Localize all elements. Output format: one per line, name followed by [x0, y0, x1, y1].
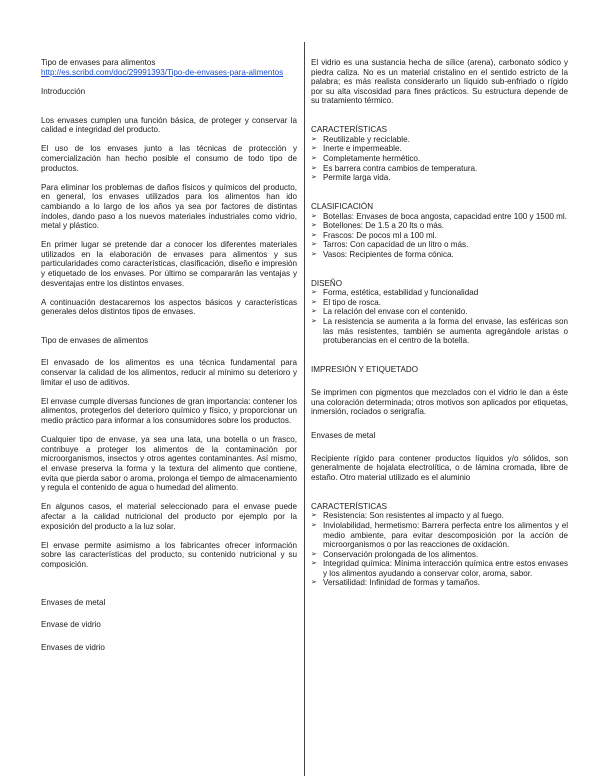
bullet-text: Vasos: Recipientes de forma cónica. — [323, 249, 454, 259]
section-heading: Envases de metal — [41, 598, 106, 608]
arrow-bullet-icon: ➢ — [311, 231, 317, 239]
bullet-text: Versatilidad: Infinidad de formas y tamaños. — [323, 578, 481, 588]
bullet-text: Conservación prolongada de los alimentos. — [323, 549, 479, 559]
bullet-text: Forma, estética, estabilidad y funcionalidad — [323, 288, 479, 298]
section-heading: Tipo de envases de alimentos — [41, 336, 149, 346]
bullet-list — [311, 135, 568, 183]
section-heading: DISEÑO — [311, 278, 343, 288]
bullet-list — [311, 288, 568, 346]
arrow-bullet-icon: ➢ — [311, 145, 317, 153]
bullet-text: La resistencia se aumenta a la forma del envase, las esféricas son las más resistentes, también se aumenta agregándole aristas o protuberancias en el centro de la botella. — [323, 317, 568, 346]
bullet-item — [311, 559, 568, 578]
bullet-item — [311, 511, 568, 521]
arrow-bullet-icon: ➢ — [311, 550, 317, 558]
bullet-item — [311, 250, 568, 260]
bullet-item — [311, 164, 568, 174]
paragraph: Recipiente rígido para contener productos líquidos y/o sólidos, son generalmente de hojalata electrolítica, o de lámina cromada, libre de estaño. Otro material utilizado es el aluminio — [311, 453, 568, 482]
section-heading: Envase de vidrio — [41, 620, 101, 630]
paragraph: Los envases cumplen una función básica, de proteger y conservar la calidad e integridad del producto. — [41, 115, 297, 135]
paragraph: Para eliminar los problemas de daños físicos y químicos del producto, en general, los envases utilizados para los alimentos han ido cambiando a lo largo de los años ya sea por factores de distintas índoles, dando paso a los nuevos materiales industriales como vidrio, metal y plástico. — [41, 182, 297, 231]
bullet-text: Inerte e impermeable. — [323, 144, 402, 154]
bullet-item — [311, 521, 568, 550]
bullet-item — [311, 578, 568, 588]
bullet-text: Tarros: Con capacidad de un litro o más. — [323, 240, 469, 250]
bullet-text: Integridad química: Mínima interacción química entre estos envases y los alimentos ayudando a conservar color, aroma, sabor. — [323, 559, 568, 578]
arrow-bullet-icon: ➢ — [311, 241, 317, 249]
bullet-item — [311, 144, 568, 154]
left-column — [41, 58, 297, 662]
bullet-text: Frascos: De pocos ml a 100 ml. — [323, 230, 437, 240]
arrow-bullet-icon: ➢ — [311, 174, 317, 182]
bullet-item — [311, 240, 568, 250]
arrow-bullet-icon: ➢ — [311, 212, 317, 220]
arrow-bullet-icon: ➢ — [311, 318, 317, 326]
arrow-bullet-icon: ➢ — [311, 164, 317, 172]
right-column — [311, 58, 568, 598]
column-divider — [304, 42, 305, 776]
paragraph: El envase permite asimismo a los fabricantes ofrecer información sobre las características del producto, su contenido nutricional y su composición. — [41, 540, 297, 569]
arrow-bullet-icon: ➢ — [311, 521, 317, 529]
bullet-text: Completamente hermético. — [323, 153, 421, 163]
section-heading: CARACTERÍSTICAS — [311, 125, 388, 135]
arrow-bullet-icon: ➢ — [311, 135, 317, 143]
section-heading: CLASIFICACIÓN — [311, 201, 374, 211]
bullet-item — [311, 135, 568, 145]
bullet-text: Inviolabilidad, hermetismo: Barrera perfecta entre los alimentos y el medio ambiente, para evitar descomposición por la acción de microorganismos o por las reacciones de oxidación. — [323, 520, 568, 550]
bullet-text: Es barrera contra cambios de temperatura. — [323, 163, 478, 173]
paragraph: El envasado de los alimentos es una técnica fundamental para conservar la calidad de los alimentos, reducir al mínimo su deterioro y limitar el uso de aditivos. — [41, 358, 297, 387]
bullet-text: La relación del envase con el contenido. — [323, 307, 468, 317]
bullet-text: Resistencia: Son resistentes al impacto y al fuego. — [323, 511, 504, 521]
bullet-item — [311, 307, 568, 317]
bullet-item — [311, 154, 568, 164]
arrow-bullet-icon: ➢ — [311, 250, 317, 258]
paragraph: Se imprimen con pigmentos que mezclados con el vidrio le dan a éste una coloración determinada; otros motivos son aplicados por etiquetas, inmersión, rociados o serigrafía. — [311, 388, 568, 417]
arrow-bullet-icon: ➢ — [311, 289, 317, 297]
bullet-text: Botellas: Envases de boca angosta, capacidad entre 100 y 1500 ml. — [323, 211, 567, 221]
bullet-item — [311, 298, 568, 308]
bullet-item — [311, 221, 568, 231]
section-heading: Envases de metal — [311, 430, 376, 440]
bullet-item — [311, 288, 568, 298]
paragraph: En primer lugar se pretende dar a conocer los diferentes materiales utilizados en la elaboración de envases para alimentos y sus particularidades como características, clasificación, diseño e impresión y etiquetado de los envases. Por último se compararán las ventajas y desventajas entre los distintos envases. — [41, 240, 297, 288]
paragraph: El envase cumple diversas funciones de gran importancia: contener los alimentos, protegerlos del deterioro químico y físico, y proporcionar un medio práctico para informar a los consumidores sobre los productos. — [41, 396, 297, 425]
bullet-item — [311, 231, 568, 241]
arrow-bullet-icon: ➢ — [311, 579, 317, 587]
section-heading: IMPRESIÓN Y ETIQUETADO — [311, 365, 419, 374]
document-title: Tipo de envases para alimentos — [41, 58, 156, 67]
source-link[interactable]: http://es.scribd.com/doc/29991393/Tipo-de-envases-para-alimentos — [41, 67, 284, 77]
section-heading: CARACTERÍSTICAS — [311, 501, 388, 511]
intro-heading: Introducción — [41, 86, 86, 96]
bullet-list — [311, 511, 568, 588]
bullet-text: Botellones: De 1.5 a 20 lts o más. — [323, 221, 445, 231]
paragraph: A continuación destacaremos los aspectos básicos y características generales delos distintos tipos de envases. — [41, 297, 297, 317]
arrow-bullet-icon: ➢ — [311, 222, 317, 230]
bullet-item — [311, 317, 568, 346]
arrow-bullet-icon: ➢ — [311, 308, 317, 316]
bullet-list — [311, 212, 568, 260]
paragraph: El uso de los envases junto a las técnicas de protección y comercialización han hecho posible el consumo de todo tipo de productos. — [41, 144, 297, 173]
bullet-item — [311, 173, 568, 183]
bullet-text: Permite larga vida. — [323, 173, 391, 183]
arrow-bullet-icon: ➢ — [311, 298, 317, 306]
bullet-text: Reutilizable y reciclable. — [323, 134, 410, 144]
arrow-bullet-icon: ➢ — [311, 560, 317, 568]
bullet-text: El tipo de rosca. — [323, 297, 382, 307]
arrow-bullet-icon: ➢ — [311, 154, 317, 162]
bullet-item — [311, 550, 568, 560]
paragraph: En algunos casos, el material seleccionado para el envase puede afectar a la calidad nutricional del producto por ejemplo por la exposición del producto a la luz solar. — [41, 502, 297, 531]
bullet-item — [311, 212, 568, 222]
paragraph: El vidrio es una sustancia hecha de sílice (arena), carbonato sódico y piedra caliza. No es un material cristalino en el sentido estricto de la palabra; es más realista considerarlo un líquido sub-enfriado o rígido por su alta viscosidad para fines prácticos. Su estructura depende de su tratamiento térmico. — [311, 58, 568, 106]
arrow-bullet-icon: ➢ — [311, 512, 317, 520]
paragraph: Cualquier tipo de envase, ya sea una lata, una botella o un frasco, contribuye a proteger los alimentos de la contaminación por microorganismos, insectos y otros agentes contaminantes. Así mismo, el envase preserva la forma y la textura del alimento que contiene, evita que pierda sabor o aroma, prolonga el tiempo de almacenamiento y regula el contenido de agua o humedad del alimento. — [41, 435, 298, 493]
section-heading: Envases de vidrio — [41, 642, 105, 652]
